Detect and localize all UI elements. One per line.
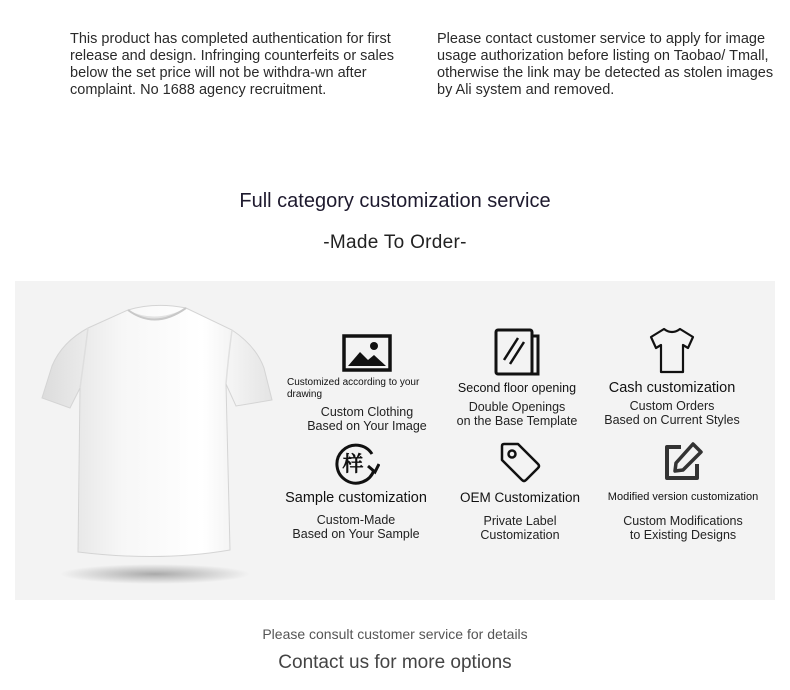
sample-glyph: 样 (342, 452, 364, 476)
service-title: Second floor opening (457, 381, 577, 395)
service-title: OEM Customization (459, 490, 581, 505)
service-modified-version (599, 442, 767, 542)
service-desc-line2: Customization (480, 528, 560, 542)
image-icon (341, 333, 393, 373)
authorization-notice: Please contact customer service to apply for image usage authorization before listing on Taobao/ Tmall, otherwise the link may be detected as stolen images by Ali system and removed. (437, 31, 774, 98)
consult-notice: Please consult customer service for details (262, 626, 528, 642)
service-title: Customized according to your drawing (287, 377, 420, 400)
page-headline: Full category customization service (239, 190, 551, 212)
sample-icon (332, 442, 380, 486)
service-desc-line1: Custom Clothing (320, 405, 414, 419)
service-desc-line2: to Existing Designs (629, 528, 737, 542)
authentication-notice: This product has completed authentication for first release and design. Infringing counterfeits or sales below the set price will not be withdra-wn after complaint. No 1688 agency recruitment. (70, 31, 395, 98)
contact-notice: Contact us for more options (278, 652, 512, 673)
service-double-opening (432, 328, 602, 428)
edit-icon (663, 442, 703, 482)
page-subheadline: -Made To Order- (323, 232, 467, 253)
service-desc-line1: Custom Modifications (623, 514, 743, 528)
service-title: Cash customization (608, 380, 736, 396)
service-custom-drawing (282, 333, 452, 433)
tshirt-product-image (40, 300, 275, 590)
service-cash-customization (587, 326, 757, 427)
service-title: Sample customization (285, 490, 427, 506)
service-title: Modified version customization (607, 491, 759, 503)
service-desc-line1: Custom-Made (316, 513, 396, 527)
tag-icon (498, 440, 542, 484)
service-desc-line2: on the Base Template (456, 414, 578, 428)
service-sample-customization (270, 442, 442, 541)
service-desc-line1: Custom Orders (629, 399, 715, 413)
double-opening-icon (492, 328, 542, 376)
service-desc-line1: Double Openings (468, 400, 566, 414)
service-desc-line2: Based on Current Styles (604, 413, 740, 427)
service-desc-line2: Based on Your Image (307, 419, 427, 433)
service-desc-line1: Private Label (483, 514, 557, 528)
service-desc-line2: Based on Your Sample (292, 527, 420, 541)
service-oem-customization (435, 440, 605, 542)
tshirt-icon (648, 326, 696, 374)
